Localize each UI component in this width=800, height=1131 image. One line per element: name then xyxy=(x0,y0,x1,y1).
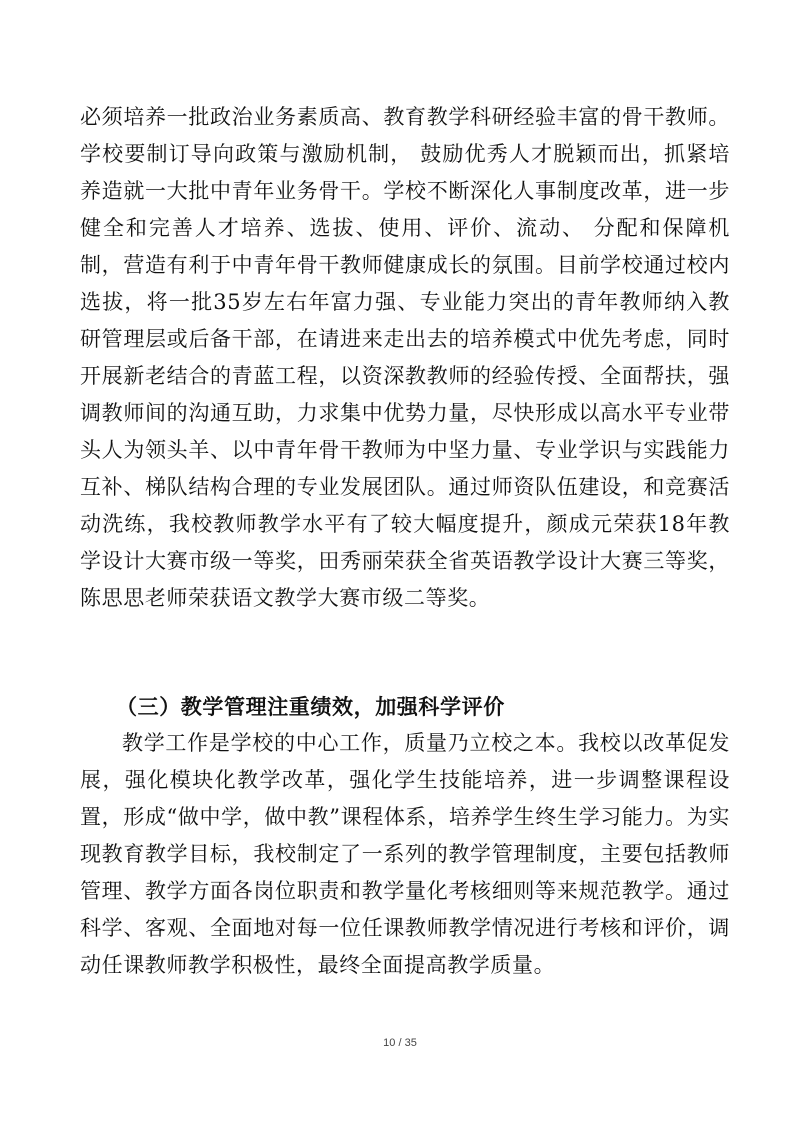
body-paragraph: 必须培养一批政治业务素质高、教育教学科研经验丰富的骨干教师。学校要制订导向政策与激励机制， 鼓励优秀人才脱颖而出，抓紧培养造就一大批中青年业务骨干。学校不断深化人事制度改革，进一步健全和完善人才培养、选拔、使用、评价、流动、 分配和保障机制，营造有利于中青年骨干教师健康成长的氛围。目前学校通过校内选拔，将一批35岁左右年富力强、专业能力突出的青年教师纳入教研管理层或后备干部，在请进来走出去的培养模式中优先考虑，同时开展新老结合的青蓝工程，以资深教教师的经验传授、全面帮扶，强调教师间的沟通互助，力求集中优势力量，尽快形成以高水平专业带头人为领头羊、以中青年骨干教师为中坚力量、专业学识与实践能力互补、梯队结构合理的专业发展团队。通过师资队伍建设，和竞赛活动洗练，我校教师教学水平有了较大幅度提升，颜成元荣获18年教学设计大赛市级一等奖，田秀丽荣获全省英语教学设计大赛三等奖，陈思思老师荣获语文教学大赛市级二等奖。 xyxy=(80,105,730,610)
page-number: 10 / 35 xyxy=(383,1037,417,1049)
body-paragraph: 教学工作是学校的中心工作，质量乃立校之本。我校以改革促发展，强化模块化教学改革，强化学生技能培养，进一步调整课程设置，形成“做中学，做中教”课程体系，培养学生终生学习能力。为实现教育教学目标，我校制定了一系列的教学管理制度，主要包括教师管理、教学方面各岗位职责和教学量化考核细则等来规范教学。通过科学、客观、全面地对每一位任课教师教学情况进行考核和评价，调动任课教师教学积极性，最终全面提高教学质量。 xyxy=(80,731,730,977)
section-heading: （三）教学管理注重绩效，加强科学评价 xyxy=(116,694,505,719)
